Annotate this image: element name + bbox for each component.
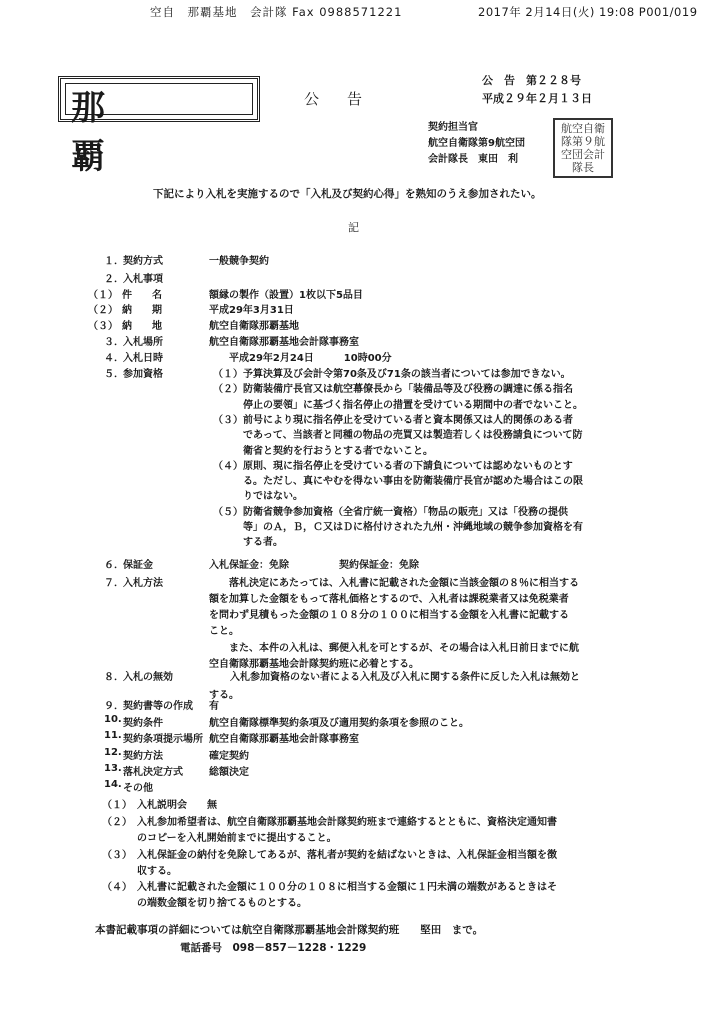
item-label: 参加資格 (123, 369, 163, 380)
item-number: 10. (104, 714, 122, 725)
item-label: 保証金 (123, 560, 153, 571)
naha-stamp-text: 那覇 (71, 88, 165, 177)
qualification-line: （１）予算決算及び会計令第70条及び71条の該当者については参加できない。 (213, 369, 571, 380)
contract-officer (428, 120, 525, 168)
others-line: 入札説明会 無 (137, 800, 217, 811)
item-number: （３） (88, 321, 118, 332)
official-seal-text: 航空自衛隊第９航空団会計隊長 (561, 122, 605, 174)
item-label: 契約方法 (123, 751, 163, 762)
item-value: 平成29年3月31日 (209, 305, 294, 316)
qualification-line: 停止の要領」に基づく指名停止の措置を受けている期間中の者でないこと。 (213, 399, 583, 411)
bidding-method-line: 空自衛隊那覇基地会計隊契約班に必着とする。 (209, 659, 419, 670)
item-value: 平成29年2月24日 10時00分 (229, 353, 392, 364)
item-label: 件 名 (122, 290, 162, 301)
item-label: 入札日時 (123, 353, 163, 364)
item-number: 12. (104, 747, 122, 758)
item-value: 総額決定 (209, 767, 249, 778)
item-number: ３． (104, 337, 124, 348)
item-value: 入札参加資格のない者による入札及び入札に関する条件に反した入札は無効と (230, 672, 580, 683)
qualification-line: 衛省と契約を行おうとする者でないこと。 (213, 445, 433, 457)
contract-officer-unit: 航空自衛隊第9航空団 (428, 138, 525, 149)
item-label: 契約方式 (123, 256, 163, 267)
item-value: 航空自衛隊標準契約条項及び適用契約条項を参照のこと。 (209, 718, 469, 729)
others-number: （３） (102, 850, 132, 861)
item-number: ９． (104, 701, 124, 712)
item-label: 入札の無効 (123, 672, 173, 683)
item-number: ４． (104, 353, 124, 364)
qualification-line: りではない。 (213, 491, 303, 503)
item-value: 有 (209, 701, 219, 712)
contract-officer-name: 会計隊長 東田 利 (428, 154, 518, 165)
notice-date: 平成２９年２月１３日 (482, 92, 592, 105)
qualification-line: であって、当該者と同種の物品の売買又は製造若しくは役務請負について防 (213, 430, 583, 442)
bidding-method-line: 額を加算した金額をもって落札価格とするので、入札者は課税業者又は免税業者 (209, 594, 569, 605)
intro-text: 下記により入札を実施するので「入札及び契約心得」を熟知のうえ参加されたい。 (153, 188, 542, 200)
item-number: ６． (104, 560, 124, 571)
others-line: のコピーを入札開始前までに提出すること。 (137, 833, 337, 844)
fax-datetime: 2017年 2月14日(火) 19:08 P001/019 (478, 5, 698, 19)
others-line: 収する。 (137, 866, 177, 877)
others-number: （４） (102, 882, 132, 893)
others-line: の端数金額を切り捨てるものとする。 (137, 898, 307, 909)
item-value: 航空自衛隊那覇基地 (209, 321, 299, 332)
item-value: 入札保証金：免除 契約保証金：免除 (209, 560, 419, 571)
others-number: （２） (102, 817, 132, 828)
item-number: ５． (104, 369, 124, 380)
official-seal (553, 118, 613, 178)
item-label: 入札場所 (123, 337, 163, 348)
item-number: ８． (104, 672, 124, 683)
qualification-line: る。ただし、真にやむを得ない事由を防衛装備庁長官が認めた場合はこの限 (213, 476, 583, 488)
item-value: 一般競争契約 (209, 256, 269, 267)
item-value: 確定契約 (209, 751, 249, 762)
item-number: １． (104, 256, 124, 267)
item-label: 納 期 (122, 305, 162, 316)
qualification-line: （５）防衛省競争参加資格（全省庁統一資格）「物品の販売」又は「役務の提供 (213, 506, 568, 518)
contract-officer-title: 契約担当官 (428, 122, 478, 133)
item-number: （２） (88, 305, 118, 316)
item-number: 11. (104, 730, 122, 741)
item-number: 13. (104, 763, 122, 774)
item-number: ２． (104, 274, 124, 285)
item-label: 契約条項提示場所 (123, 734, 203, 745)
bidding-method-line: また、本件の入札は、郵便入札を可とするが、その場合は入札日前日までに航 (229, 643, 579, 654)
item-label: 入札事項 (123, 274, 163, 285)
qualification-line: する者。 (213, 537, 283, 549)
naha-stamp (58, 76, 260, 177)
footer-phone: 電話番号 098－857－1228・1229 (180, 942, 367, 954)
item-label: 落札決定方式 (123, 767, 183, 778)
item-value: 航空自衛隊那覇基地会計隊事務室 (209, 337, 359, 348)
bidding-method-line: を問わず見積もった金額の１０８分の１００に相当する金額を入札書に記載する (209, 610, 569, 621)
item-value: 額縁の製作（設置）1枚以下5品目 (209, 290, 363, 301)
notice-title: 公告 (304, 90, 391, 108)
qualification-line: （４）原則、現に指名停止を受けている者の下請負については認めないものとす (213, 460, 573, 472)
others-number: （１） (102, 800, 132, 811)
bidding-method-line: こと。 (209, 626, 239, 637)
item-label: 契約書等の作成 (123, 701, 193, 712)
item-value: 航空自衛隊那覇基地会計隊事務室 (209, 734, 359, 745)
others-line: 入札書に記載された金額に１００分の１０８に相当する金額に１円未満の端数があるときはそ (137, 882, 557, 893)
item-number: （１） (88, 290, 118, 301)
item-value-continued: する。 (209, 690, 239, 701)
item-label: 契約条件 (123, 718, 163, 729)
fax-sender: 空自 那覇基地 会計隊 Fax 0988571221 (150, 5, 403, 19)
bidding-method-line: 落札決定にあたっては、入札書に記載された金額に当該金額の８％に相当する (229, 578, 579, 589)
item-number: ７． (104, 578, 124, 589)
item-label: 入札方法 (123, 578, 163, 589)
item-label: 納 地 (122, 321, 162, 332)
notice-number: 公 告 第２２８号 (482, 74, 581, 87)
qualification-line: （２）防衛装備庁長官又は航空幕僚長から「装備品等及び役務の調達に係る指名 (213, 384, 573, 396)
others-line: 入札参加希望者は、航空自衛隊那覇基地会計隊契約班まで連絡するとともに、資格決定通知書 (137, 817, 557, 828)
item-number: 14. (104, 779, 122, 790)
footer-contact: 本書記載事項の詳細については航空自衛隊那覇基地会計隊契約班 堅田 まで。 (95, 924, 484, 936)
qualification-line: （３）前号により現に指名停止を受けている者と資本関係又は人的関係のある者 (213, 414, 573, 426)
qualification-line: 等」のＡ，Ｂ，Ｃ又はＤに格付けされた九州・沖縄地域の競争参加資格を有 (213, 522, 583, 533)
ki-heading: 記 (348, 221, 359, 234)
item-label: その他 (123, 783, 153, 794)
others-line: 入札保証金の納付を免除してあるが、落札者が契約を結ばないときは、入札保証金相当額を徴 (137, 850, 557, 861)
